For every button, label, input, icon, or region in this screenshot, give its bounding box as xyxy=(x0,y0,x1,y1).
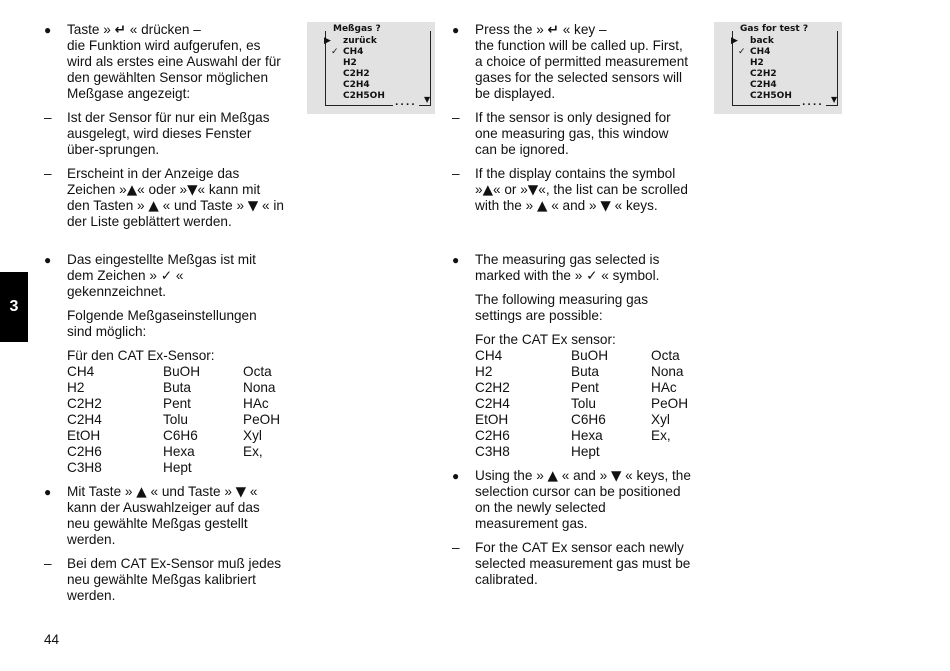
menu-item: C2H5OH xyxy=(750,91,792,101)
en-step-press-key: ● Press the » ↵ « key – the function will be called up. First, a choice of permitted measurement gases for the selected sensors will be displayed. xyxy=(452,22,692,102)
menu-item: back xyxy=(750,36,774,46)
check-icon: ✓ xyxy=(160,268,173,284)
menu-item: C2H5OH xyxy=(343,91,385,101)
menu-item: C2H2 xyxy=(750,69,777,79)
up-arrow-icon: ▲ xyxy=(547,468,559,484)
menu-item: H2 xyxy=(343,58,357,68)
up-arrow-icon: ▲ xyxy=(126,182,138,198)
menu-item: C2H4 xyxy=(750,80,777,90)
check-icon: ✓ xyxy=(586,268,598,284)
cursor-arrow-icon: ▶ xyxy=(731,36,738,46)
menu-item: C2H2 xyxy=(343,69,370,79)
menu-title: Gas for test ? xyxy=(740,24,809,34)
cursor-arrow-icon: ▶ xyxy=(324,36,331,46)
check-icon: ✓ xyxy=(738,47,746,57)
menu-list xyxy=(750,36,792,102)
english-column xyxy=(452,22,692,596)
enter-key-icon: ↵ xyxy=(114,22,126,38)
menu-list xyxy=(343,36,385,102)
de-step-marked: ● Das eingestellte Meßgas ist mit dem Zeichen » ✓ « gekennzeichnet. xyxy=(44,252,284,300)
chapter-tab: 3 xyxy=(0,272,28,342)
menu-item: H2 xyxy=(750,58,764,68)
down-arrow-icon: ▼ xyxy=(247,198,259,214)
en-step-select-cursor: ● Using the » ▲ « and » ▼ « keys, the selection cursor can be positioned on the newly selected measurement gas. xyxy=(452,468,692,532)
down-arrow-icon: ▼ xyxy=(600,198,611,214)
up-arrow-icon: ▲ xyxy=(482,182,494,198)
en-step-marked: ● The measuring gas selected is marked with the » ✓ « symbol. xyxy=(452,252,692,284)
menu-item: CH4 xyxy=(343,47,364,57)
de-step-select-cursor: ● Mit Taste » ▲ « und Taste » ▼ « kann der Auswahlzeiger auf das neu gewählte Meßgas gestellt werden. xyxy=(44,484,284,548)
scroll-dots: .... xyxy=(395,98,417,108)
gas-table-de: CH4 BuOH Octa H2 Buta Nona C2H2 Pent HAc C2H4 Tolu PeOH EtOH C6H6 Xyl C2H6 Hexa Ex, C3H8 Hept xyxy=(67,364,281,475)
de-note-calibrate: – Bei dem CAT Ex-Sensor muß jedes neu gewählte Meßgas kalibriert werden. xyxy=(44,556,284,604)
en-note-single-gas: – If the sensor is only designed for one measuring gas, this window can be ignored. xyxy=(452,110,692,158)
en-sensor-gas-list: For the CAT Ex sensor: CH4 BuOH Octa H2 Buta Nona C2H2 Pent HAc C2H4 Tolu PeOH EtOH C6H6 Xyl C2H6 Hexa Ex, C3H8 Hept xyxy=(452,332,692,460)
de-sensor-gas-list: Für den CAT Ex-Sensor: CH4 BuOH Octa H2 Buta Nona C2H2 Pent HAc C2H4 Tolu PeOH EtOH C6H6 Xyl C2H6 Hexa Ex, C3H8 Hept xyxy=(44,348,284,476)
up-arrow-icon: ▲ xyxy=(536,198,548,214)
menu-item: zurück xyxy=(343,36,377,46)
down-arrow-icon: ▼ xyxy=(610,468,622,484)
en-note-calibrate: – For the CAT Ex sensor each newly selected measurement gas must be calibrated. xyxy=(452,540,692,588)
down-arrow-icon: ▼ xyxy=(187,182,198,198)
scroll-down-icon: ▼ xyxy=(831,95,838,104)
german-column xyxy=(44,22,284,612)
down-arrow-icon: ▼ xyxy=(235,484,247,500)
en-settings-intro: The following measuring gas settings are possible: xyxy=(475,292,649,323)
up-arrow-icon: ▲ xyxy=(148,198,159,214)
display-menu-de xyxy=(307,22,435,114)
page-number: 44 xyxy=(44,632,60,647)
menu-item: C2H4 xyxy=(343,80,370,90)
scroll-dots: .... xyxy=(802,98,824,108)
de-note-single-gas: – Ist der Sensor für nur ein Meßgas ausgelegt, wird dieses Fenster über-sprungen. xyxy=(44,110,284,158)
de-step-press-key: ● Taste » ↵ « drücken – die Funktion wird aufgerufen, es wird als erstes eine Auswahl der für den gewählten Sensor möglichen Meßgase angezeigt: xyxy=(44,22,284,102)
menu-item: CH4 xyxy=(750,47,771,57)
down-arrow-icon: ▼ xyxy=(527,182,539,198)
de-settings-intro: Folgende Meßgaseinstellungen sind möglich: xyxy=(67,308,257,339)
display-menu-en xyxy=(714,22,842,114)
scroll-down-icon: ▼ xyxy=(424,95,431,104)
enter-key-icon: ↵ xyxy=(547,22,559,38)
check-icon: ✓ xyxy=(331,47,339,57)
menu-title: Meßgas ? xyxy=(333,24,381,34)
de-note-scroll: – Erscheint in der Anzeige das Zeichen »▲« oder »▼« kann mit den Tasten » ▲ « und Taste » ▼ « in der Liste geblättert werden. xyxy=(44,166,284,230)
en-note-scroll: – If the display contains the symbol »▲« or »▼«, the list can be scrolled with the » ▲ « and » ▼ « keys. xyxy=(452,166,692,214)
gas-table-en: CH4 BuOH Octa H2 Buta Nona C2H2 Pent HAc C2H4 Tolu PeOH EtOH C6H6 Xyl C2H6 Hexa Ex, C3H8 Hept xyxy=(475,348,689,459)
up-arrow-icon: ▲ xyxy=(136,484,147,500)
